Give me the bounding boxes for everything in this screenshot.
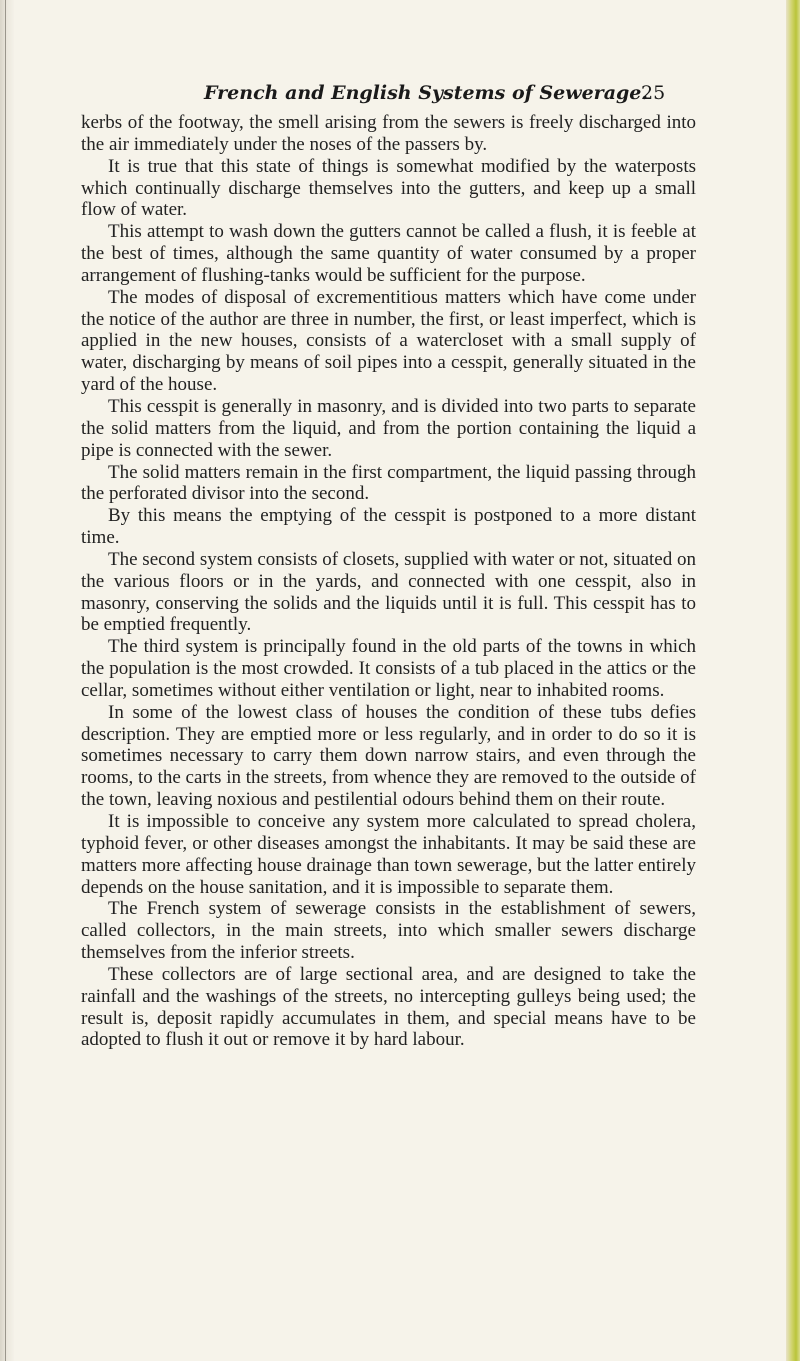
paragraph: By this means the emptying of the cesspit is postponed to a more distant time.	[81, 505, 696, 549]
paragraph: The French system of sewerage consists in the establishment of sewers, called collectors, in the main streets, into which smaller sewers discharge themselves from the inferior streets.	[81, 898, 696, 964]
paragraph: The second system consists of closets, supplied with water or not, situated on the various floors or in the yards, and connected with one cesspit, also in masonry, conserving the solids and the liquids until it is full. This cesspit has to be emptied frequently.	[81, 548, 696, 636]
page-edge	[786, 0, 800, 1361]
paragraph: The modes of disposal of excrementitious matters which have come under the notice of the author are three in number, the first, or least imperfect, which is applied in the new houses, consists of a watercloset with a small supply of water, discharging by means of soil pipes into a cesspit, generally situated in the yard of the house.	[81, 286, 696, 396]
paragraph: These collectors are of large sectional area, and are designed to take the rainfall and the washings of the streets, no intercepting gulleys being used; the result is, deposit rapidly accumulates in them, and special means have to be adopted to flush it out or remove it by hard labour.	[81, 963, 696, 1051]
paragraph: The solid matters remain in the first compartment, the liquid passing through the perforated divisor into the second.	[81, 461, 696, 505]
body-text	[81, 112, 696, 1051]
paragraph: It is true that this state of things is somewhat modified by the waterposts which continually discharge themselves into the gutters, and keep up a small flow of water.	[81, 155, 696, 221]
paragraph: In some of the lowest class of houses the condition of these tubs defies description. They are emptied more or less regularly, and in order to do so it is sometimes necessary to carry them down narrow stairs, and even through the rooms, to the carts in the streets, from whence they are removed to the outside of the town, leaving noxious and pestilential odours behind them on their route.	[81, 701, 696, 811]
paragraph: The third system is principally found in the old parts of the towns in which the population is the most crowded. It consists of a tub placed in the attics or the cellar, sometimes without either ventilation or light, near to inhabited rooms.	[81, 636, 696, 701]
paragraph: kerbs of the footway, the smell arising from the sewers is freely discharged into the air immediately under the noses of the passers by.	[81, 112, 696, 155]
paragraph: This attempt to wash down the gutters cannot be called a flush, it is feeble at the best of times, although the same quantity of water consumed by a proper arrangement of flushing-tanks would be sufficient for the purpose.	[81, 221, 696, 286]
running-head: French and English Systems of Sewerage.	[204, 82, 648, 104]
paragraph: It is impossible to conceive any system more calculated to spread cholera, typhoid fever, or other diseases amongst the inhabitants. It may be said these are matters more affecting house drainage than town sewerage, but the latter entirely depends on the house sanitation, and it is impossible to separate them.	[81, 811, 696, 898]
page-binding	[0, 0, 14, 1361]
paragraph: This cesspit is generally in masonry, and is divided into two parts to separate the solid matters from the liquid, and from the portion containing the liquid a pipe is connected with the sewer.	[81, 395, 696, 461]
page-number: 25	[641, 82, 666, 104]
